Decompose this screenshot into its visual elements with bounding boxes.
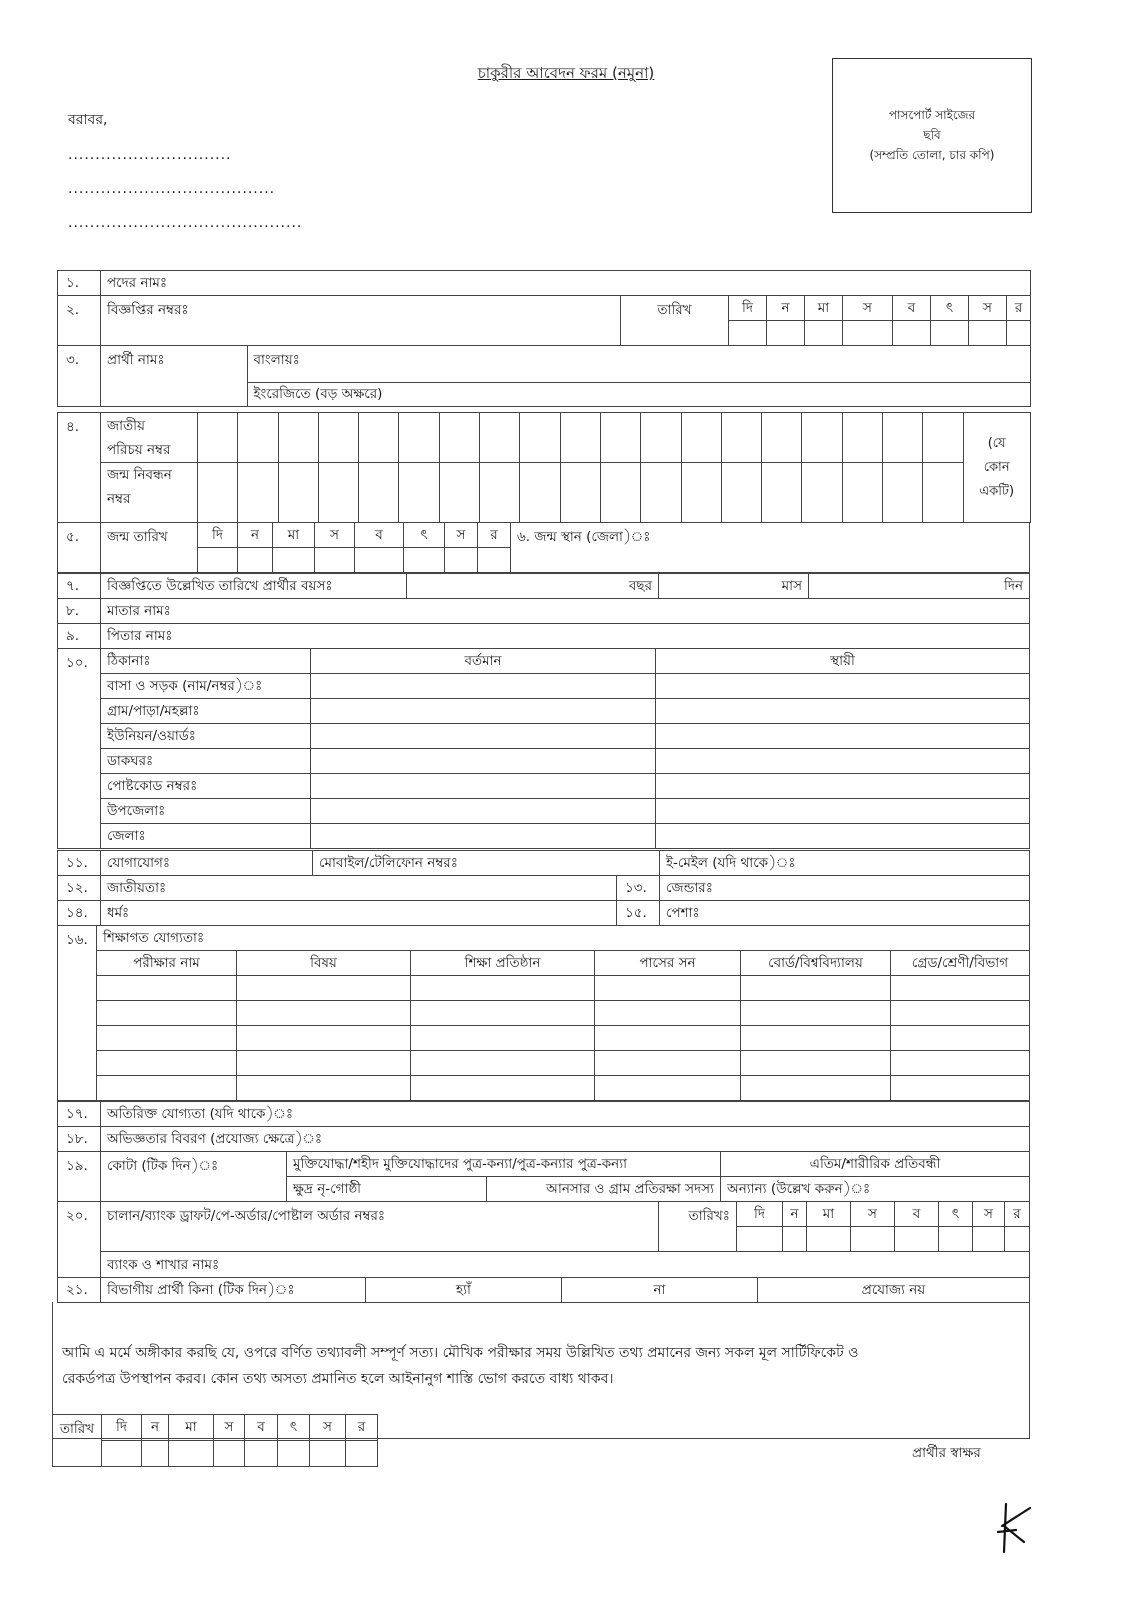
challan-number-field[interactable]	[101, 1202, 659, 1252]
brn-digit-cell[interactable]	[318, 463, 358, 523]
row-number: ১৬.	[58, 926, 97, 1101]
father-name-field[interactable]	[101, 624, 1030, 649]
extra-qualification-field[interactable]	[101, 1102, 1030, 1127]
photo-box[interactable]	[832, 58, 1032, 213]
departmental-na-option[interactable]: প্রযোজ্য নয়	[758, 1278, 1030, 1303]
row-number: ১.	[58, 271, 101, 296]
nid-digit-cell[interactable]	[600, 413, 640, 463]
declaration-line: রেকর্ডপত্র উপস্থাপন করব। কোন তথ্য অসত্য প্রমানিত হলে আইনানুগ শাস্তি ভোগ করতে বাধ্য থাকব।	[62, 1371, 614, 1387]
address-section	[57, 648, 1030, 849]
date-letter: স	[973, 1202, 1005, 1227]
education-section	[57, 925, 1030, 1101]
row-number: ১৭.	[58, 1102, 101, 1127]
religion-label: ধর্মঃ	[107, 904, 130, 921]
name-english-label: ইংরেজিতে (বড় অক্ষরে)	[253, 385, 383, 402]
occupation-label: পেশাঃ	[666, 904, 700, 921]
nid-digit-cell[interactable]	[641, 413, 681, 463]
email-label: ই-মেইল (যদি থাকে)ঃ	[666, 854, 796, 871]
date-letter: ব	[355, 523, 404, 548]
date-cell[interactable]	[895, 1227, 939, 1252]
mother-name-label: মাতার নামঃ	[107, 602, 171, 619]
nid-digit-cell[interactable]	[359, 413, 399, 463]
date-cell[interactable]	[346, 1441, 378, 1467]
date-cell[interactable]	[807, 1227, 851, 1252]
age-years-field[interactable]	[407, 574, 659, 599]
edu-cell[interactable]	[891, 1051, 1030, 1076]
edu-cell[interactable]	[595, 1051, 741, 1076]
challan-number-label: চালান/ব্যাংক ড্রাফট/পে-অর্ডার/পোষ্টাল অর্ডার নম্বরঃ	[107, 1208, 386, 1224]
date-letter: ৎ	[939, 1202, 973, 1227]
row-number: ২১.	[58, 1278, 101, 1303]
date-letter: ন	[142, 1415, 169, 1441]
edu-cell[interactable]	[97, 1001, 237, 1026]
row-number: ৫.	[58, 523, 101, 573]
row-number: ১৫.	[617, 901, 660, 926]
address-field-label: ইউনিয়ন/ওয়ার্ডঃ	[101, 724, 311, 749]
present-address-header: বর্তমান	[311, 649, 656, 674]
edu-cell[interactable]	[237, 1076, 411, 1101]
date-letter: ন	[783, 1202, 807, 1227]
departmental-label: বিভাগীয় প্রার্থী কিনা (টিক দিন)ঃ	[101, 1278, 366, 1303]
form-title: চাকুরীর আবেদন ফরম (নমুনা)	[477, 64, 655, 82]
date-cell[interactable]	[404, 548, 445, 573]
row-number: ২০.	[58, 1202, 101, 1278]
quota-orphan-disabled-option[interactable]: এতিম/শারীরিক প্রতিবন্ধী	[721, 1152, 1030, 1177]
edu-cell[interactable]	[595, 1001, 741, 1026]
nid-digit-cell[interactable]	[480, 413, 520, 463]
birth-district-label: ৬. জন্ম স্থান (জেলা)ঃ	[517, 529, 651, 545]
date-letter: দি	[737, 1202, 783, 1227]
note-line: (যে	[987, 435, 1006, 451]
date-cell[interactable]	[969, 321, 1007, 346]
birth-date-label: জন্ম তারিখ	[101, 523, 198, 573]
row-number: ৯.	[58, 624, 101, 649]
date-letter: স	[843, 296, 893, 321]
edu-cell[interactable]	[891, 1026, 1030, 1051]
nationality-label: জাতীয়তাঃ	[107, 879, 167, 896]
nid-digit-cell[interactable]	[318, 413, 358, 463]
date-cell[interactable]	[805, 321, 843, 346]
nid-digit-cell[interactable]	[399, 413, 439, 463]
brn-digit-cell[interactable]	[278, 463, 318, 523]
bank-branch-label: ব্যাংক ও শাখার নামঃ	[107, 1257, 220, 1273]
phone-field[interactable]	[313, 851, 660, 876]
occupation-field[interactable]	[660, 901, 1030, 926]
date-letter: স	[969, 296, 1007, 321]
edu-cell[interactable]	[97, 976, 237, 1001]
date-letter: দি	[729, 296, 767, 321]
brn-digit-cell[interactable]	[842, 463, 882, 523]
date-letter: ন	[238, 523, 273, 548]
edu-cell[interactable]	[891, 1001, 1030, 1026]
nid-digit-cell[interactable]	[842, 413, 882, 463]
date-cell[interactable]	[245, 1441, 278, 1467]
brn-digit-cell[interactable]	[923, 463, 963, 523]
row-number: ১৩.	[617, 876, 660, 901]
brn-digit-cell[interactable]	[600, 463, 640, 523]
contact-label: যোগাযোগঃ	[101, 851, 313, 876]
edu-cell[interactable]	[595, 1026, 741, 1051]
edu-cell[interactable]	[741, 1026, 891, 1051]
nid-label-line: জাতীয়	[107, 417, 145, 434]
date-cell[interactable]	[973, 1227, 1005, 1252]
date-cell[interactable]	[1007, 321, 1031, 346]
bank-branch-field[interactable]	[101, 1252, 1030, 1278]
applicant-name-block	[101, 346, 1031, 407]
nid-digit-cell[interactable]	[238, 413, 278, 463]
date-letter: ৎ	[404, 523, 445, 548]
applicant-signature-label[interactable]: প্রার্থীর স্বাক্ষর	[912, 1445, 981, 1461]
date-cell[interactable]	[767, 321, 805, 346]
nid-digit-cell[interactable]	[762, 413, 802, 463]
date-letter: র	[1007, 296, 1031, 321]
brn-digit-cell[interactable]	[520, 463, 560, 523]
address-field-label: জেলাঃ	[101, 824, 311, 849]
nid-digit-cell[interactable]	[681, 413, 721, 463]
date-cell[interactable]	[273, 548, 315, 573]
date-cell[interactable]	[931, 321, 969, 346]
row-number: ১৮.	[58, 1127, 101, 1152]
brn-label-line: জন্ম নিবন্ধন	[107, 467, 172, 483]
circular-date-label: তারিখ	[621, 296, 729, 346]
brn-digit-cell[interactable]	[641, 463, 681, 523]
date-cell[interactable]	[445, 548, 478, 573]
row-number: ৪.	[58, 413, 101, 523]
experience-field[interactable]	[101, 1127, 1030, 1152]
birth-district-field[interactable]	[511, 523, 1030, 573]
edu-col-subject: বিষয়	[237, 951, 411, 976]
applicant-name-label: প্রার্থী নামঃ	[101, 346, 247, 406]
permanent-upazila-input[interactable]	[656, 799, 1030, 824]
date-cell[interactable]	[214, 1441, 245, 1467]
edu-cell[interactable]	[741, 976, 891, 1001]
age-days-field[interactable]	[809, 574, 1030, 599]
father-name-label: পিতার নামঃ	[107, 627, 173, 644]
present-union-input[interactable]	[311, 724, 656, 749]
name-bangla-label: বাংলায়ঃ	[253, 352, 300, 368]
date-cell[interactable]	[355, 548, 404, 573]
address-field-label: উপজেলাঃ	[101, 799, 311, 824]
edu-cell[interactable]	[411, 1026, 595, 1051]
edu-col-grade: গ্রেড/শ্রেণী/বিভাগ	[891, 951, 1030, 976]
row-number: ১২.	[58, 876, 101, 901]
circular-number-field[interactable]	[101, 296, 621, 346]
date-cell[interactable]	[315, 548, 355, 573]
address-field-label: বাসা ও সড়ক (নাম/নম্বর)ঃ	[101, 674, 311, 699]
photo-label: ছবি	[923, 128, 941, 142]
declaration-line: আমি এ মর্মে অঙ্গীকার করছি যে, ওপরে বর্ণিত তথ্যাবলী সম্পূর্ণ সত্য। মৌখিক পরীক্ষার সময় উল্লিখিত তথ্য প্রমানের জন্য সকল মূল সার্টিফিকেট ও	[62, 1345, 859, 1361]
name-english-field[interactable]	[247, 382, 1030, 406]
date-letter: স	[445, 523, 478, 548]
recipient-line-2[interactable]: ......................................	[68, 181, 276, 197]
date-letter: স	[214, 1415, 245, 1441]
permanent-post-office-input[interactable]	[656, 749, 1030, 774]
age-label: বিজ্ঞপ্তিতে উল্লেখিত তারিখে প্রার্থীর বয়সঃ	[101, 574, 407, 599]
date-letter: স	[315, 523, 355, 548]
address-label: ঠিকানাঃ	[101, 649, 311, 674]
date-cell[interactable]	[142, 1441, 169, 1467]
permanent-house-road-input[interactable]	[656, 674, 1030, 699]
edu-cell[interactable]	[595, 976, 741, 1001]
date-letter: মা	[273, 523, 315, 548]
mother-name-field[interactable]	[101, 599, 1030, 624]
either-one-note	[963, 413, 1030, 523]
date-letter: র	[346, 1415, 378, 1441]
present-village-input[interactable]	[311, 699, 656, 724]
edu-col-institution: শিক্ষা প্রতিষ্ঠান	[411, 951, 595, 976]
present-upazila-input[interactable]	[311, 799, 656, 824]
edu-cell[interactable]	[595, 1076, 741, 1101]
nid-label	[101, 413, 198, 463]
date-letter: স	[310, 1415, 346, 1441]
brn-digit-cell[interactable]	[681, 463, 721, 523]
date-letter: মা	[169, 1415, 214, 1441]
photo-label: (সম্প্রতি তোলা, চার কপি)	[869, 148, 995, 162]
date-letter: দি	[102, 1415, 142, 1441]
brn-digit-cell[interactable]	[802, 463, 842, 523]
quota-section	[57, 1101, 1030, 1202]
declaration-date-table	[52, 1414, 378, 1467]
days-label: দিন	[1003, 577, 1023, 594]
note-line: একটি)	[979, 483, 1015, 499]
edu-cell[interactable]	[741, 1076, 891, 1101]
nid-digit-cell[interactable]	[439, 413, 479, 463]
date-letter: ব	[893, 296, 931, 321]
nid-section	[57, 412, 1031, 523]
edu-cell[interactable]	[237, 1051, 411, 1076]
edu-cell[interactable]	[97, 1076, 237, 1101]
payment-date-label: তারিখঃ	[659, 1202, 737, 1252]
contact-section	[57, 850, 1030, 926]
edu-cell[interactable]	[411, 1051, 595, 1076]
row-number: ১১.	[58, 851, 101, 876]
date-letter: র	[478, 523, 511, 548]
email-field[interactable]	[660, 851, 1030, 876]
quota-ethnic-minority-option[interactable]: ক্ষুদ্র নৃ-গোষ্ঠী	[287, 1177, 487, 1202]
date-cell[interactable]	[310, 1441, 346, 1467]
recipient-line-1[interactable]: ..............................	[68, 147, 232, 163]
edu-col-exam: পরীক্ষার নাম	[97, 951, 237, 976]
recipient-line-3[interactable]: ...........................................	[68, 215, 303, 231]
date-cell[interactable]	[238, 548, 273, 573]
brn-digit-cell[interactable]	[560, 463, 600, 523]
edu-cell[interactable]	[411, 976, 595, 1001]
nationality-field[interactable]	[101, 876, 617, 901]
present-district-input[interactable]	[311, 824, 656, 849]
date-cell[interactable]	[1005, 1227, 1030, 1252]
education-row	[58, 1051, 1030, 1076]
declaration-date-label: তারিখ	[53, 1415, 102, 1467]
birth-section	[57, 522, 1030, 573]
declaration-text	[62, 1340, 1042, 1392]
departmental-section	[57, 1277, 1030, 1303]
permanent-address-header: স্থায়ী	[656, 649, 1030, 674]
nid-digit-cell[interactable]	[883, 413, 923, 463]
brn-digit-cell[interactable]	[480, 463, 520, 523]
religion-field[interactable]	[101, 901, 617, 926]
quota-label: কোটা (টিক দিন)ঃ	[101, 1152, 287, 1202]
edu-cell[interactable]	[741, 1001, 891, 1026]
edu-cell[interactable]	[237, 1001, 411, 1026]
brn-digit-cell[interactable]	[721, 463, 761, 523]
edu-cell[interactable]	[891, 976, 1030, 1001]
nid-digit-cell[interactable]	[198, 413, 238, 463]
date-cell[interactable]	[939, 1227, 973, 1252]
nid-digit-cell[interactable]	[560, 413, 600, 463]
date-cell[interactable]	[478, 548, 511, 573]
phone-label: মোবাইল/টেলিফোন নম্বরঃ	[319, 854, 458, 871]
nid-digit-cell[interactable]	[520, 413, 560, 463]
present-postcode-input[interactable]	[311, 774, 656, 799]
photo-label: পাসপোর্ট সাইজের	[888, 108, 976, 122]
edu-col-year: পাসের সন	[595, 951, 741, 976]
date-cell[interactable]	[843, 321, 893, 346]
permanent-union-input[interactable]	[656, 724, 1030, 749]
experience-label: অভিজ্ঞতার বিবরণ (প্রযোজ্য ক্ষেত্রে)ঃ	[107, 1130, 323, 1147]
edu-cell[interactable]	[411, 1076, 595, 1101]
date-cell[interactable]	[729, 321, 767, 346]
date-cell[interactable]	[102, 1441, 142, 1467]
brn-digit-cell[interactable]	[399, 463, 439, 523]
brn-digit-cell[interactable]	[762, 463, 802, 523]
brn-digit-cell[interactable]	[238, 463, 278, 523]
edu-cell[interactable]	[97, 1026, 237, 1051]
years-label: বছর	[628, 577, 652, 594]
date-letter: স	[851, 1202, 895, 1227]
education-row	[58, 1026, 1030, 1051]
address-field-label: পোষ্টকোড নম্বরঃ	[101, 774, 311, 799]
date-cell[interactable]	[198, 548, 238, 573]
row-number: ১৯.	[58, 1152, 101, 1202]
date-letter: দি	[198, 523, 238, 548]
row-number: ৩.	[58, 346, 101, 407]
present-post-office-input[interactable]	[311, 749, 656, 774]
brn-label-line: নম্বর	[107, 491, 131, 507]
nid-digit-cell[interactable]	[923, 413, 963, 463]
edu-cell[interactable]	[411, 1001, 595, 1026]
date-cell[interactable]	[278, 1441, 310, 1467]
nid-digit-cell[interactable]	[721, 413, 761, 463]
applicant-name-table	[101, 346, 1030, 406]
months-label: মাস	[781, 577, 802, 594]
edu-cell[interactable]	[237, 1026, 411, 1051]
date-letter: ব	[895, 1202, 939, 1227]
nid-digit-cell[interactable]	[278, 413, 318, 463]
post-name-field[interactable]	[101, 271, 1031, 296]
permanent-village-input[interactable]	[656, 699, 1030, 724]
departmental-no-option[interactable]: না	[562, 1278, 758, 1303]
date-letter: ৎ	[931, 296, 969, 321]
handwritten-mark-icon	[994, 1502, 1034, 1554]
permanent-district-input[interactable]	[656, 824, 1030, 849]
payment-section	[57, 1201, 1030, 1278]
quota-freedom-fighter-option[interactable]: মুক্তিযোদ্ধা/শহীদ মুক্তিযোদ্ধাদের পুত্র-কন্যা/পুত্র-কন্যার পুত্র-কন্যা	[287, 1152, 721, 1177]
name-bangla-field[interactable]	[247, 346, 1030, 382]
edu-cell[interactable]	[891, 1076, 1030, 1101]
date-cell[interactable]	[893, 321, 931, 346]
permanent-postcode-input[interactable]	[656, 774, 1030, 799]
date-letter: ন	[767, 296, 805, 321]
nid-digit-cell[interactable]	[802, 413, 842, 463]
gender-label: জেন্ডারঃ	[666, 879, 713, 896]
row-number: ৮.	[58, 599, 101, 624]
brn-label	[101, 463, 198, 523]
brn-digit-cell[interactable]	[198, 463, 238, 523]
edu-col-board: বোর্ড/বিশ্ববিদ্যালয়	[741, 951, 891, 976]
gender-field[interactable]	[660, 876, 1030, 901]
date-letter: ৎ	[278, 1415, 310, 1441]
brn-digit-cell[interactable]	[883, 463, 923, 523]
to-label: বরাবর,	[68, 112, 108, 128]
edu-cell[interactable]	[741, 1051, 891, 1076]
brn-digit-cell[interactable]	[359, 463, 399, 523]
date-letter: র	[1005, 1202, 1030, 1227]
education-row	[58, 1001, 1030, 1026]
date-letter: ব	[245, 1415, 278, 1441]
brn-digit-cell[interactable]	[439, 463, 479, 523]
edu-cell[interactable]	[97, 1051, 237, 1076]
quota-other-option[interactable]: অন্যান্য (উল্লেখ করুন)ঃ	[721, 1177, 1030, 1202]
row-number: ২.	[58, 296, 101, 346]
date-cell[interactable]	[169, 1441, 214, 1467]
address-field-label: ডাকঘরঃ	[101, 749, 311, 774]
education-row	[58, 976, 1030, 1001]
edu-cell[interactable]	[237, 976, 411, 1001]
quota-ansar-vdp-option[interactable]: আনসার ও গ্রাম প্রতিরক্ষা সদস্য	[487, 1177, 721, 1202]
address-field-label: গ্রাম/পাড়া/মহল্লাঃ	[101, 699, 311, 724]
date-cell[interactable]	[851, 1227, 895, 1252]
age-parents-section	[57, 573, 1030, 649]
date-letter: মা	[805, 296, 843, 321]
post-name-label: পদের নামঃ	[107, 274, 168, 291]
row-number: ৭.	[58, 574, 101, 599]
note-line: কোন	[983, 459, 1010, 475]
date-cell[interactable]	[737, 1227, 783, 1252]
date-letter: মা	[807, 1202, 851, 1227]
nid-label-line: পরিচয় নম্বর	[107, 441, 171, 458]
departmental-yes-option[interactable]: হ্যাঁ	[366, 1278, 562, 1303]
extra-qualification-label: অতিরিক্ত যোগ্যতা (যদি থাকে)ঃ	[107, 1105, 294, 1122]
form-section-1	[57, 270, 1031, 407]
age-months-field[interactable]	[659, 574, 809, 599]
education-row	[58, 1076, 1030, 1101]
row-number: ১৪.	[58, 901, 101, 926]
present-house-road-input[interactable]	[311, 674, 656, 699]
row-number: ১০.	[58, 649, 101, 849]
date-cell[interactable]	[783, 1227, 807, 1252]
education-label: শিক্ষাগত যোগ্যতাঃ	[97, 926, 1030, 951]
circular-number-label: বিজ্ঞপ্তির নম্বরঃ	[107, 302, 189, 318]
